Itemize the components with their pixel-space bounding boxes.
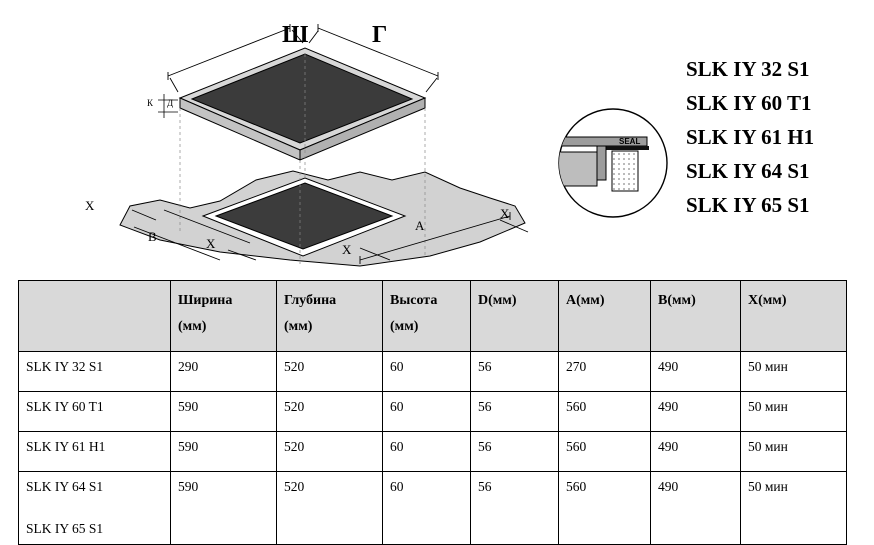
header-sub: (мм) [390, 318, 419, 334]
label-depth: Г [372, 22, 388, 48]
model-name: SLK IY 60 T1 [686, 91, 812, 115]
cell-height: 60 [383, 392, 471, 432]
cell-model [19, 472, 171, 545]
header-cell-width [171, 281, 277, 352]
label-b: B [148, 229, 157, 244]
table-row [19, 432, 847, 472]
cell-a: 270 [559, 352, 651, 392]
cell-model: SLK IY 60 T1 [19, 392, 171, 432]
header-main: A(мм) [566, 293, 605, 308]
cell-width: 590 [171, 472, 277, 545]
cell-width: 590 [171, 432, 277, 472]
cell-x: 50 мин [741, 392, 847, 432]
cell-d: 56 [471, 432, 559, 472]
model-name: SLK IY 61 H1 [686, 125, 815, 149]
table-body [19, 352, 847, 545]
label-x-left: X [85, 198, 95, 213]
cooktop-body [180, 48, 425, 160]
cell-depth: 520 [277, 392, 383, 432]
label-a: A [415, 218, 425, 233]
cell-a: 560 [559, 392, 651, 432]
cell-model-secondary: SLK IY 65 S1 [26, 521, 104, 536]
header-main: X(мм) [748, 293, 787, 308]
specification-table [18, 280, 847, 545]
cell-height: 60 [383, 472, 471, 545]
table-row [19, 472, 847, 545]
cell-b: 490 [651, 472, 741, 545]
header-cell-x [741, 281, 847, 352]
label-x-right: X [500, 206, 510, 221]
cell-depth: 520 [277, 352, 383, 392]
model-list [686, 52, 871, 222]
header-cell-b [651, 281, 741, 352]
header-cell-depth [277, 281, 383, 352]
label-x-bottom-left: X [206, 236, 216, 251]
cell-a: 560 [559, 432, 651, 472]
header-main: B(мм) [658, 293, 696, 308]
label-x-bottom-mid: X [342, 242, 352, 257]
header-cell-model [19, 281, 171, 352]
table-row [19, 392, 847, 432]
cell-height: 60 [383, 352, 471, 392]
cell-a: 560 [559, 472, 651, 545]
header-main: Высота [390, 293, 438, 308]
seal-label: SEAL [619, 137, 641, 146]
installation-diagram [60, 20, 560, 270]
header-main: Глубина [284, 293, 337, 308]
cell-depth: 520 [277, 432, 383, 472]
cell-d: 56 [471, 392, 559, 432]
header-main: Ширина [178, 293, 233, 308]
cell-width: 290 [171, 352, 277, 392]
cell-b: 490 [651, 352, 741, 392]
table-header-row [19, 281, 847, 352]
cell-height: 60 [383, 432, 471, 472]
header-sub: (мм) [178, 318, 207, 334]
cell-width: 590 [171, 392, 277, 432]
cell-model: SLK IY 32 S1 [19, 352, 171, 392]
label-height-small: К [147, 98, 154, 108]
cell-d: 56 [471, 352, 559, 392]
cell-x: 50 мин [741, 432, 847, 472]
model-name: SLK IY 64 S1 [686, 159, 810, 183]
table-header [19, 281, 847, 352]
cell-b: 490 [651, 392, 741, 432]
cell-x: 50 мин [741, 352, 847, 392]
header-cell-d [471, 281, 559, 352]
label-width: Ш [282, 22, 309, 48]
cell-depth: 520 [277, 472, 383, 545]
header-sub: (мм) [284, 318, 313, 334]
label-d-small: Д [167, 98, 174, 108]
model-name: SLK IY 32 S1 [686, 57, 810, 81]
header-cell-height [383, 281, 471, 352]
cell-model-primary: SLK IY 64 S1 [26, 479, 104, 494]
cell-model: SLK IY 61 H1 [19, 432, 171, 472]
header-cell-a [559, 281, 651, 352]
model-name: SLK IY 65 S1 [686, 193, 810, 217]
seal-detail-callout [557, 107, 669, 219]
table-row [19, 352, 847, 392]
header-main: D(мм) [478, 293, 517, 308]
cell-d: 56 [471, 472, 559, 545]
cell-x: 50 мин [741, 472, 847, 545]
cell-b: 490 [651, 432, 741, 472]
countertop-body [120, 171, 525, 266]
